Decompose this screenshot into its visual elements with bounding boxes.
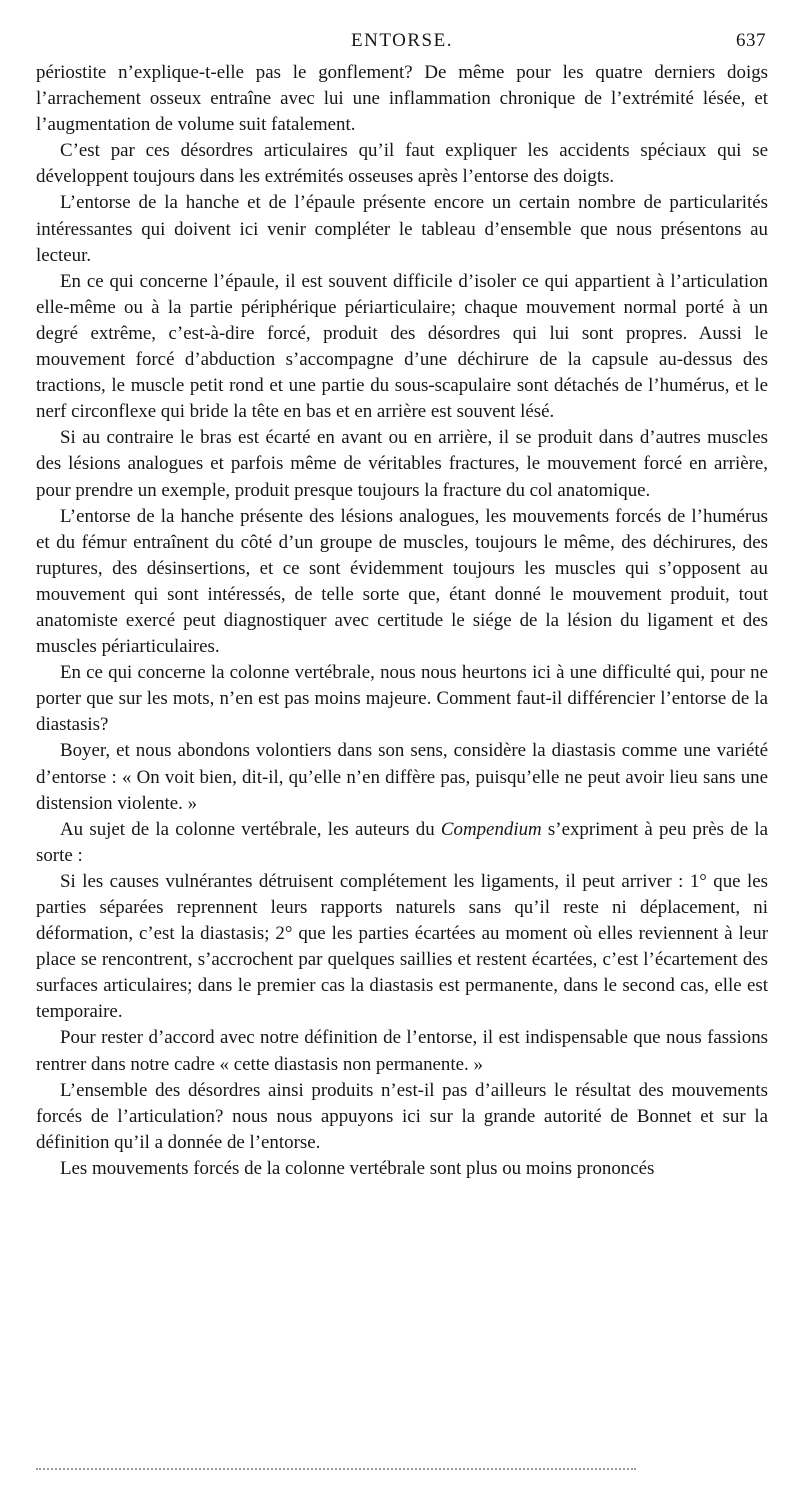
text-run: s’expriment à peu près de la sorte : [36,818,768,866]
body-text [36,60,768,1182]
paragraph: En ce qui concerne la colonne vertébrale, nous nous heurtons ici à une difficulté qui, pour ne porter que sur les mots, n’en est pas moins majeure. Comment faut-il différencier l’entorse de la diastasis? [36,662,768,736]
page-number: 637 [736,30,766,51]
paragraph: L’ensemble des désordres ainsi produits n’est-il pas d’ailleurs le résultat des mouvements forcés de l’articulation? nous nous appuyons ici sur la grande autorité de Bonnet et sur la définition qu’il a donnée de l’entorse. [36,1079,768,1153]
paragraph: Pour rester d’accord avec notre définition de l’entorse, il est indispensable que nous fassions rentrer dans notre cadre « cette diastasis non permanente. » [36,1027,768,1075]
running-title: ENTORSE. [351,30,453,51]
paragraph-continued: périostite n’explique-t-elle pas le gonflement? De même pour les quatre derniers doigs l’arrachement osseux entraîne avec lui une inflammation chronique de l’extrémité lésée, et l’augmentation de volume suit fatalement. [36,62,768,136]
paragraph: Si au contraire le bras est écarté en avant ou en arrière, il se produit dans d’autres muscles des lésions analogues et parfois même de véritables fractures, le mouvement forcé en arrière, pour prendre un exemple, produit presque toujours la fracture du col anatomique. [36,427,768,501]
book-page [36,30,768,1182]
paragraph: C’est par ces désordres articulaires qu’il faut expliquer les accidents spéciaux qui se développent toujours dans les extrémités osseuses après l’entorse des doigts. [36,140,768,188]
footer-rule [36,1468,636,1470]
paragraph-truncated: Les mouvements forcés de la colonne vertébrale sont plus ou moins prononcés [60,1157,655,1179]
paragraph-compendium [36,817,768,869]
paragraph: En ce qui concerne l’épaule, il est souvent difficile d’isoler ce qui appartient à l’articulation elle-même ou à la partie périphérique périarticulaire; chaque mouvement normal porté à un degré extrême, c’est-à-dire forcé, produit des désordres qui lui sont propres. Aussi le mouvement forcé d’abduction s’accompagne d’une déchirure de la capsule au-dessus des tractions, le muscle petit rond et une partie du sous-scapulaire sont détachés de l’humérus, et le nerf circonflexe qui bride la tête en bas et en arrière est souvent lésé. [36,270,768,423]
book-title-italic: Compendium [440,818,542,840]
paragraph: Boyer, et nous abondons volontiers dans son sens, considère la diastasis comme une variété d’entorse : « On voit bien, dit-il, qu’elle n’en diffère pas, puisqu’elle ne peut avoir lieu sans une distension violente. » [36,740,768,814]
paragraph: L’entorse de la hanche présente des lésions analogues, les mouvements forcés de l’humérus et du fémur entraînent du côté d’un groupe de muscles, toujours le même, des déchirures, des ruptures, des désinsertions, et ce sont évidemment toujours les muscles qui s’opposent au mouvement qui sont intéressés, de telle sorte que, étant donné le mouvement produit, tout anatomiste exercé peut diagnostiquer avec certitude le siége de la lésion du ligament et des muscles périarticulaires. [36,505,768,658]
paragraph: L’entorse de la hanche et de l’épaule présente encore un certain nombre de particularités intéressantes qui doivent ici venir compléter le tableau d’ensemble que nous présentons au lecteur. [36,192,768,266]
paragraph: Si les causes vulnérantes détruisent complétement les ligaments, il peut arriver : 1° que les parties séparées reprennent leurs rapports naturels sans qu’il reste ni déplacement, ni déformation, c’est la diastasis; 2° que les parties écartées au moment où elles reviennent à leur place se rencontrent, s’accrochent par quelques saillies et restent écartées, c’est l’écartement des surfaces articulaires; dans le premier cas la diastasis est permanente, dans le second cas, elle est temporaire. [36,870,768,1023]
text-run: Au sujet de la colonne vertébrale, les auteurs du [60,818,441,840]
running-head [36,30,768,60]
